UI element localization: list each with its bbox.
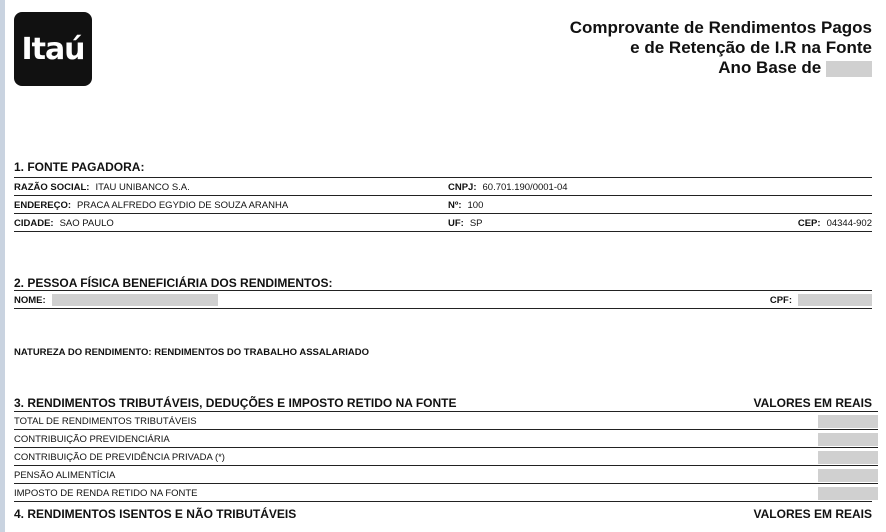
row-label-previdencia-privada: CONTRIBUIÇÃO DE PREVIDÊNCIA PRIVADA (*) [14, 451, 225, 463]
row-razao-social [14, 177, 872, 196]
list-item [14, 447, 878, 466]
row-nome [14, 290, 872, 309]
cnpj-value: 60.701.190/0001-04 [482, 181, 568, 193]
numero-value: 100 [467, 199, 484, 211]
section1-title: 1. FONTE PAGADORA: [14, 160, 145, 174]
cep-value: 04344-902 [826, 217, 872, 229]
razao-label: RAZÃO SOCIAL: [14, 181, 90, 193]
cpf-label: CPF: [769, 294, 792, 306]
list-item [14, 465, 878, 484]
cep-label: CEP: [797, 217, 821, 229]
natureza-rendimento: NATUREZA DO RENDIMENTO: RENDIMENTOS DO TRABALHO ASSALARIADO [14, 347, 370, 358]
redacted-cpf [798, 294, 872, 306]
section3-title: 3. RENDIMENTOS TRIBUTÁVEIS, DEDUÇÕES E IMPOSTO RETIDO NA FONTE [14, 396, 457, 410]
row-label-contribuicao-previdenciaria: CONTRIBUIÇÃO PREVIDENCIÁRIA [14, 433, 170, 445]
redacted-value [818, 415, 878, 428]
row-label-imposto-retido: IMPOSTO DE RENDA RETIDO NA FONTE [14, 487, 198, 499]
row-label-total-rendimentos: TOTAL DE RENDIMENTOS TRIBUTÁVEIS [14, 415, 197, 427]
razao-value: ITAU UNIBANCO S.A. [95, 181, 190, 193]
redacted-value [818, 433, 878, 446]
section4-title: 4. RENDIMENTOS ISENTOS E NÃO TRIBUTÁVEIS [14, 507, 297, 521]
list-item [14, 429, 878, 448]
redacted-value [818, 451, 878, 464]
section2-title: 2. PESSOA FÍSICA BENEFICIÁRIA DOS RENDIMENTOS: [14, 276, 333, 290]
redacted-year [826, 61, 872, 77]
section3-bottom-line [14, 501, 872, 502]
nome-label: NOME: [14, 294, 46, 306]
section1-bottom-line [14, 231, 872, 232]
section4-values-header: VALORES EM REAIS [753, 507, 872, 521]
redacted-value [818, 469, 878, 482]
uf-label: UF: [448, 217, 464, 229]
cidade-label: CIDADE: [14, 217, 54, 229]
numero-label: Nº: [448, 199, 462, 211]
left-edge-strip [0, 0, 5, 532]
redacted-value [818, 487, 878, 500]
redacted-nome [52, 294, 218, 306]
itau-logo [14, 12, 92, 86]
title-line-1: Comprovante de Rendimentos Pagos [569, 18, 872, 37]
uf-value: SP [469, 217, 483, 229]
endereco-value: PRACA ALFREDO EGYDIO DE SOUZA ARANHA [77, 199, 289, 211]
section2-bottom-line [14, 308, 872, 309]
endereco-label: ENDEREÇO: [14, 199, 72, 211]
document-title [570, 18, 872, 78]
list-item [14, 411, 878, 430]
row-endereco [14, 195, 872, 214]
title-line-3 [570, 58, 872, 78]
cidade-value: SAO PAULO [59, 217, 114, 229]
list-item [14, 483, 878, 502]
logo-text: Itaú [21, 31, 85, 67]
title-line-3-text: Ano Base de [718, 58, 822, 77]
row-cidade [14, 213, 872, 232]
section3-values-header: VALORES EM REAIS [753, 396, 872, 410]
cnpj-label: CNPJ: [448, 181, 477, 193]
title-line-2: e de Retenção de I.R na Fonte [630, 38, 872, 57]
row-label-pensao-alimenticia: PENSÃO ALIMENTÍCIA [14, 469, 116, 481]
